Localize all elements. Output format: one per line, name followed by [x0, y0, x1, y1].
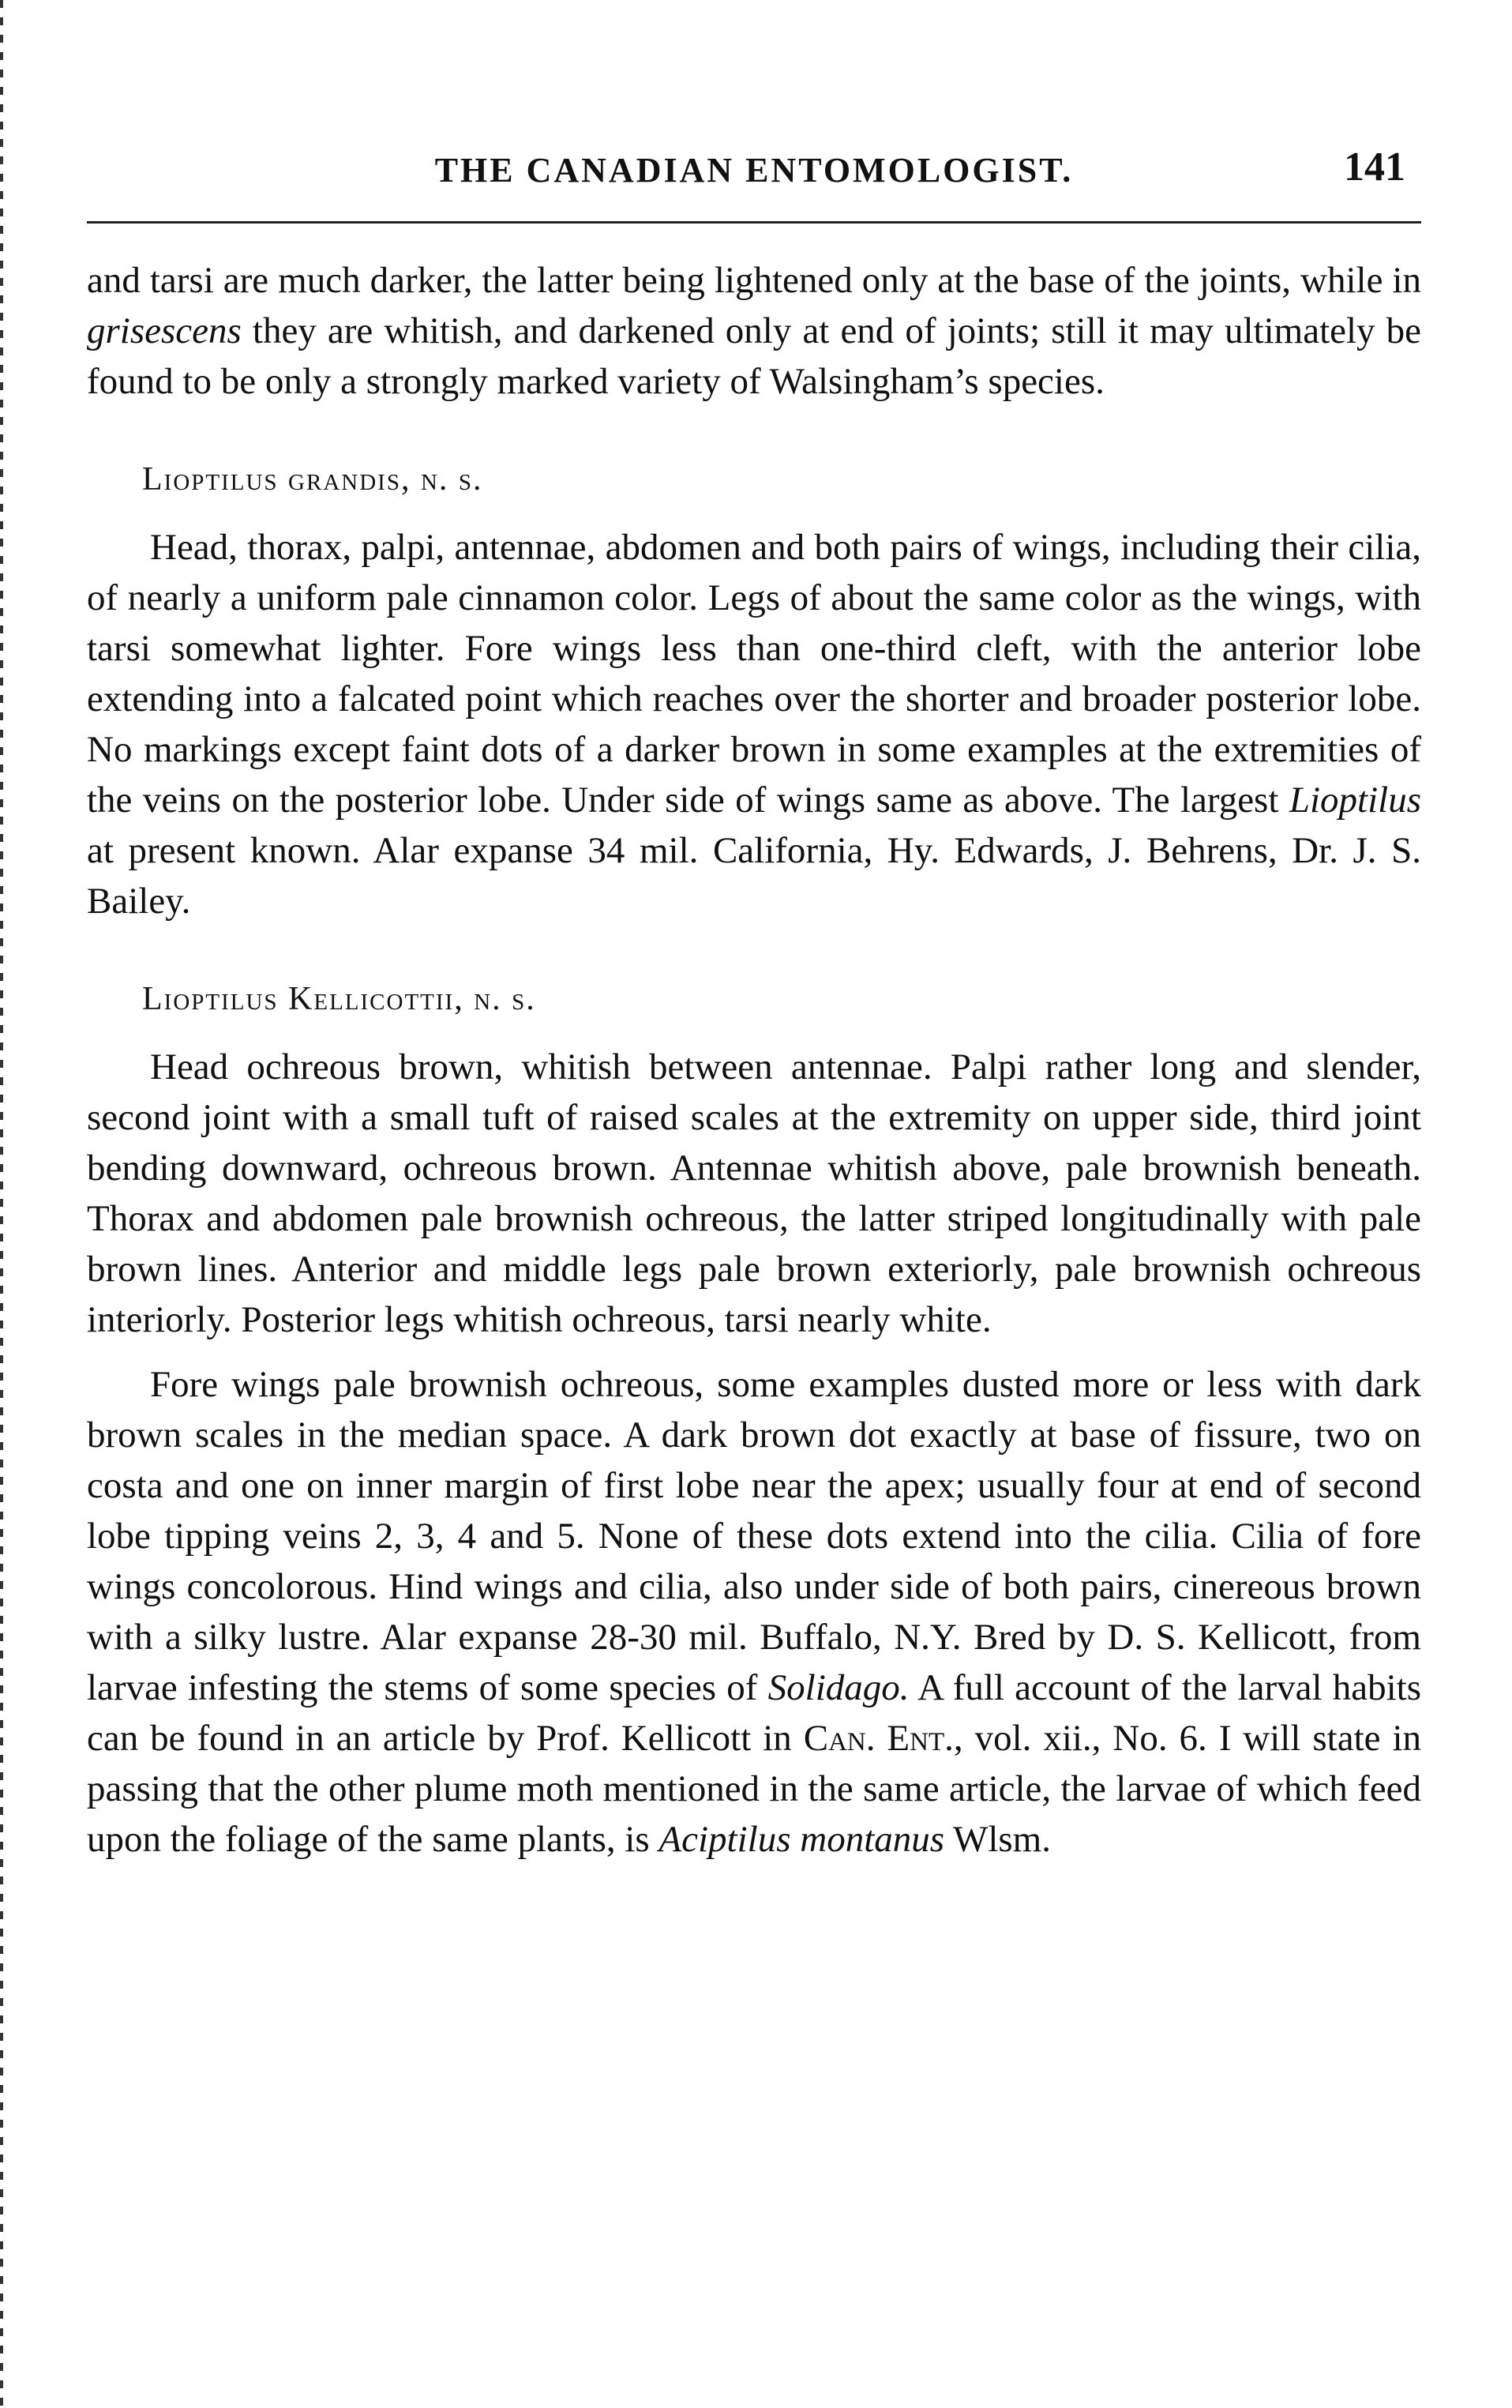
species-heading-grandis: Lioptilus grandis, n. s. [142, 461, 483, 498]
grandis-description: Head, thorax, palpi, antennae, abdomen and both pairs of wings, including their cilia, of nearly a uniform pale cinnamon color. Legs of about the same color as the wings, with tarsi somewhat lighter. Fore wings less than one-third cleft, with the anterior lobe extending into a falcated point which reaches over the shorter and broader posterior lobe. No markings except faint dots of a darker brown in some examples at the extremities of the veins on the posterior lobe. Under side of wings same as above. The largest Lioptilus at present known. Alar expanse 34 mil. California, Hy. Edwards, J. Behrens, Dr. J. S. Bailey. [87, 527, 1421, 922]
journal-abbrev: Can. Ent. [803, 1718, 954, 1759]
page-header [87, 145, 1421, 205]
species-heading-kellicottii: Lioptilus Kellicottii, n. s. [142, 981, 536, 1017]
species-name: grisescens [87, 310, 242, 351]
genus-name-solidago: Solidago. [767, 1667, 910, 1708]
page-number: 141 [1344, 145, 1405, 190]
kellicottii-description-1: Head ochreous brown, whitish between antennae. Palpi rather long and slender, second joint with a small tuft of raised scales at the extremity on upper side, third joint bending downward, ochreous brown. Antennae whitish above, pale brownish beneath. Thorax and abdomen pale brownish ochreous, the latter striped longitudinally with pale brown lines. Anterior and middle legs pale brown exteriorly, pale brownish ochreous interiorly. Posterior legs whitish ochreous, tarsi nearly white. [87, 1046, 1421, 1340]
genus-name: Lioptilus [1289, 780, 1421, 821]
running-head: THE CANADIAN ENTOMOLOGIST. [434, 151, 1074, 190]
species-name-aciptilus: Aciptilus montanus [658, 1819, 945, 1860]
header-rule [87, 221, 1421, 224]
kellicottii-description-2: Fore wings pale brownish ochreous, some examples dusted more or less with dark brown scales in the median space. A dark brown dot exactly at base of fissure, two on costa and one on inner margin of first lobe near the apex; usually four at end of second lobe tipping veins 2, 3, 4 and 5. None of these dots extend into the cilia. Cilia of fore wings concolorous. Hind wings and cilia, also under side of both pairs, cinereous brown with a silky lustre. Alar expanse 28-30 mil. Buffalo, N.Y. Bred by D. S. Kellicott, from larvae infesting the stems of some species of Solidago. A full account of the larval habits can be found in an article by Prof. Kellicott in Can. Ent., vol. xii., No. 6. I will state in passing that the other plume moth mentioned in the same article, the larvae of which feed upon the foliage of the same plants, is Aciptilus montanus Wlsm. [87, 1364, 1421, 1860]
page [87, 145, 1421, 1865]
intro-paragraph: and tarsi are much darker, the latter being lightened only at the base of the joints, while in grisescens they are whitish, and darkened only at end of joints; still it may ultimately be found to be only a strongly marked variety of Walsingham’s species. [87, 260, 1421, 402]
scan-left-edge [0, 0, 3, 2408]
